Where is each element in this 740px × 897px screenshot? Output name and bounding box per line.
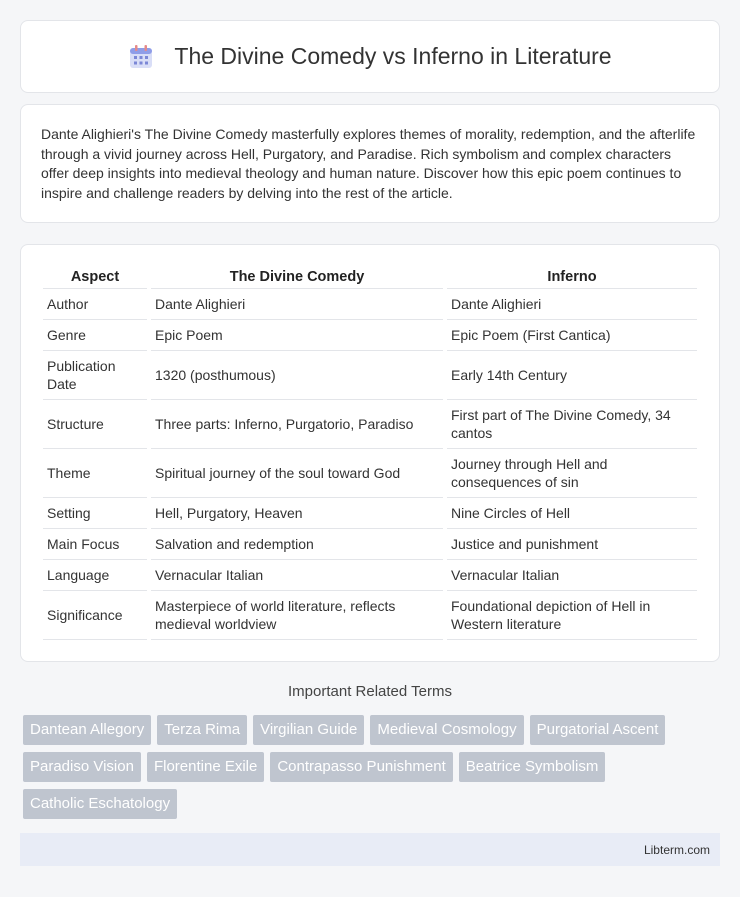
table-cell: Epic Poem (First Cantica) bbox=[447, 320, 697, 351]
table-row bbox=[43, 400, 697, 449]
intro-card bbox=[20, 104, 720, 223]
related-terms-list bbox=[23, 715, 723, 819]
table-row bbox=[43, 320, 697, 351]
table-cell: Vernacular Italian bbox=[151, 560, 443, 591]
table-cell: Epic Poem bbox=[151, 320, 443, 351]
comparison-card bbox=[20, 244, 720, 662]
table-cell: Main Focus bbox=[43, 529, 147, 560]
table-header: Aspect bbox=[43, 265, 147, 289]
term-tag[interactable]: Florentine Exile bbox=[147, 752, 264, 782]
table-row bbox=[43, 560, 697, 591]
term-tag[interactable]: Dantean Allegory bbox=[23, 715, 151, 745]
table-cell: 1320 (posthumous) bbox=[151, 351, 443, 400]
comparison-table bbox=[39, 265, 701, 640]
table-cell: Dante Alighieri bbox=[151, 289, 443, 320]
term-tag[interactable]: Virgilian Guide bbox=[253, 715, 364, 745]
term-tag[interactable]: Medieval Cosmology bbox=[370, 715, 523, 745]
header-card bbox=[20, 20, 720, 93]
footer-site-link[interactable]: Libterm.com bbox=[643, 842, 710, 857]
table-cell: Author bbox=[43, 289, 147, 320]
table-cell: Three parts: Inferno, Purgatorio, Paradiso bbox=[151, 400, 443, 449]
table-cell: First part of The Divine Comedy, 34 cantos bbox=[447, 400, 697, 449]
table-cell: Spiritual journey of the soul toward God bbox=[151, 449, 443, 498]
intro-text: Dante Alighieri's The Divine Comedy masterfully explores themes of morality, redemption, and the afterlife through a vivid journey across Hell, Purgatory, and Paradise. Rich symbolism and complex characters offer deep insights into medieval theology and human nature. Discover how this epic poem continues to inspire and challenge readers by delving into the rest of the article. bbox=[41, 126, 696, 201]
table-row bbox=[43, 351, 697, 400]
table-cell: Early 14th Century bbox=[447, 351, 697, 400]
table-header-row bbox=[43, 265, 697, 289]
term-tag[interactable]: Paradiso Vision bbox=[23, 752, 141, 782]
page-title: The Divine Comedy vs Inferno in Literature bbox=[174, 43, 612, 69]
term-tag[interactable]: Purgatorial Ascent bbox=[530, 715, 666, 745]
table-cell: Nine Circles of Hell bbox=[447, 498, 697, 529]
table-row bbox=[43, 529, 697, 560]
table-cell: Vernacular Italian bbox=[447, 560, 697, 591]
calendar-grid-icon bbox=[128, 44, 154, 70]
table-cell: Justice and punishment bbox=[447, 529, 697, 560]
table-header: Inferno bbox=[447, 265, 697, 289]
table-cell: Theme bbox=[43, 449, 147, 498]
related-terms-title: Important Related Terms bbox=[288, 683, 452, 700]
table-cell: Dante Alighieri bbox=[447, 289, 697, 320]
footer bbox=[20, 833, 720, 866]
table-cell: Salvation and redemption bbox=[151, 529, 443, 560]
table-cell: Significance bbox=[43, 591, 147, 640]
table-cell: Language bbox=[43, 560, 147, 591]
table-row bbox=[43, 289, 697, 320]
table-cell: Publication Date bbox=[43, 351, 147, 400]
table-cell: Masterpiece of world literature, reflects medieval worldview bbox=[151, 591, 443, 640]
table-cell: Hell, Purgatory, Heaven bbox=[151, 498, 443, 529]
table-row bbox=[43, 591, 697, 640]
table-row bbox=[43, 498, 697, 529]
table-cell: Setting bbox=[43, 498, 147, 529]
table-cell: Foundational depiction of Hell in Western literature bbox=[447, 591, 697, 640]
term-tag[interactable]: Terza Rima bbox=[157, 715, 247, 745]
table-row bbox=[43, 449, 697, 498]
term-tag[interactable]: Contrapasso Punishment bbox=[270, 752, 452, 782]
table-cell: Structure bbox=[43, 400, 147, 449]
table-header: The Divine Comedy bbox=[151, 265, 443, 289]
table-cell: Genre bbox=[43, 320, 147, 351]
term-tag[interactable]: Catholic Eschatology bbox=[23, 789, 177, 819]
table-cell: Journey through Hell and consequences of sin bbox=[447, 449, 697, 498]
term-tag[interactable]: Beatrice Symbolism bbox=[459, 752, 606, 782]
